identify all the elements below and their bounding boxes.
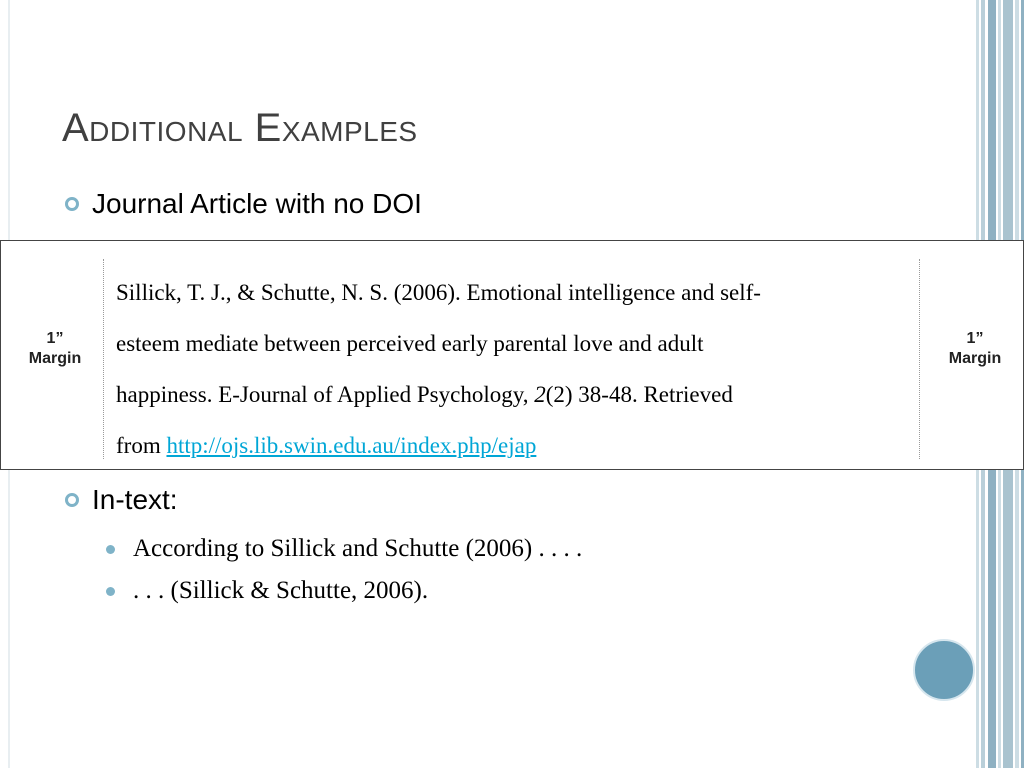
margin-size: 1” xyxy=(966,330,984,347)
margin-word: Margin xyxy=(28,350,82,367)
citation-url-link[interactable]: http://ojs.lib.swin.edu.au/index.php/ejap xyxy=(166,433,537,458)
ring-bullet-icon xyxy=(64,196,80,212)
citation-line xyxy=(116,420,936,471)
bullet-text: Journal Article with no DOI xyxy=(92,188,422,219)
margin-word: Margin xyxy=(948,350,1002,367)
in-text-examples-list xyxy=(106,528,582,612)
dot-bullet-icon xyxy=(106,545,115,554)
citation-text: happiness. E-Journal of Applied Psychology, xyxy=(116,382,535,407)
citation-line: esteem mediate between perceived early parental love and adult xyxy=(116,331,704,356)
left-margin-label xyxy=(10,329,100,369)
left-margin-guide xyxy=(103,259,104,459)
right-margin-label xyxy=(930,329,1020,369)
citation-volume: 2 xyxy=(534,382,546,407)
reference-citation xyxy=(116,267,936,471)
slide-title: Additional Examples xyxy=(62,106,418,150)
bullet-text: In-text: xyxy=(92,484,178,515)
citation-line: Sillick, T. J., & Schutte, N. S. (2006). Emotional intelligence and self- xyxy=(116,280,761,305)
list-item xyxy=(106,528,582,570)
reference-example-box xyxy=(0,240,1024,470)
citation-text: from xyxy=(116,433,167,458)
decorative-circle xyxy=(913,639,975,701)
citation-line xyxy=(116,369,936,420)
in-text-example: According to Sillick and Schutte (2006) . . . . xyxy=(133,535,583,562)
bullet-journal-article xyxy=(64,188,422,220)
bullet-in-text xyxy=(64,484,178,516)
citation-text: (2) 38-48. Retrieved xyxy=(545,382,733,407)
in-text-example: . . . (Sillick & Schutte, 2006). xyxy=(133,577,429,604)
margin-size: 1” xyxy=(46,330,64,347)
dot-bullet-icon xyxy=(106,587,115,596)
ring-bullet-icon xyxy=(64,492,80,508)
list-item xyxy=(106,570,582,612)
